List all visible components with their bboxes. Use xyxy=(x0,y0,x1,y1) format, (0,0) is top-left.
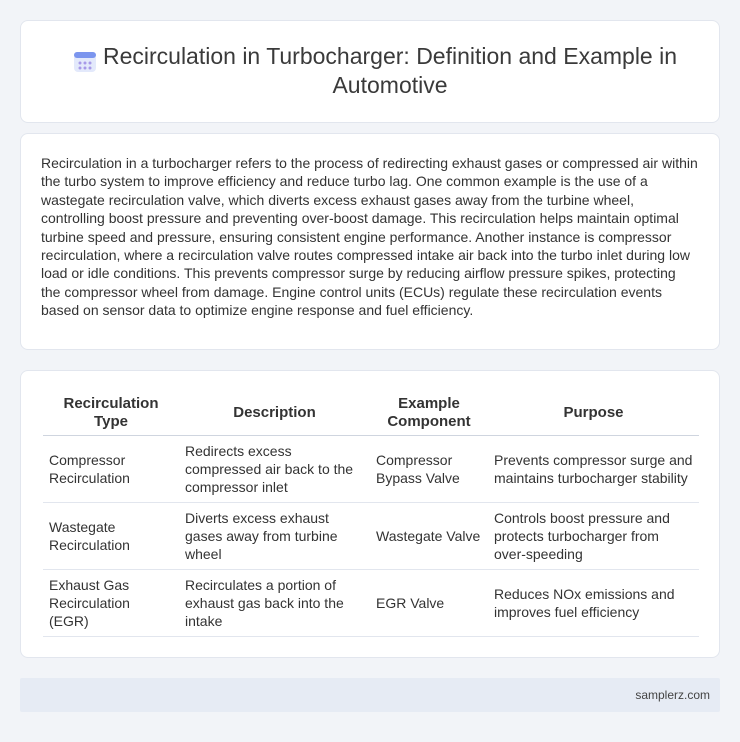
column-header: Purpose xyxy=(488,391,699,436)
column-header: Example Component xyxy=(370,391,488,436)
table-header-row xyxy=(43,391,699,436)
table-cell: Reduces NOx emissions and improves fuel efficiency xyxy=(488,570,699,637)
table-row xyxy=(43,570,699,637)
table-cell: Compressor Recirculation xyxy=(43,436,179,503)
column-header: Description xyxy=(179,391,370,436)
table-card xyxy=(20,370,720,658)
table-cell: Redirects excess compressed air back to the compressor inlet xyxy=(179,436,370,503)
table-row xyxy=(43,436,699,503)
column-header: Recirculation Type xyxy=(43,391,179,436)
table-cell: Recirculates a portion of exhaust gas back into the intake xyxy=(179,570,370,637)
table-row xyxy=(43,503,699,570)
table-cell: Wastegate Valve xyxy=(370,503,488,570)
table-cell: Compressor Bypass Valve xyxy=(370,436,488,503)
recirculation-table xyxy=(43,391,699,637)
table-cell: Diverts excess exhaust gases away from turbine wheel xyxy=(179,503,370,570)
table-cell: Exhaust Gas Recirculation (EGR) xyxy=(43,570,179,637)
footer-site-link[interactable]: samplerz.com xyxy=(635,688,710,702)
table-cell: Controls boost pressure and protects turbocharger from over-speeding xyxy=(488,503,699,570)
footer-bar xyxy=(20,678,720,712)
page-title: Recirculation in Turbocharger: Definition and Example in Automotive xyxy=(102,43,678,98)
table-cell: Prevents compressor surge and maintains turbocharger stability xyxy=(488,436,699,503)
summary-card xyxy=(20,133,720,350)
title-card xyxy=(20,20,720,123)
table-cell: Wastegate Recirculation xyxy=(43,503,179,570)
summary-paragraph: Recirculation in a turbocharger refers to the process of redirecting exhaust gases or compressed air within the turbo system to improve efficiency and reduce turbo lag. One common example is the use of a wastegate recirculation valve, which diverts excess exhaust gases away from the turbine wheel, controlling boost pressure and preventing over-boost damage. This recirculation helps maintain optimal turbine speed and pressure, ensuring consistent engine performance. Another instance is compressor recirculation, where a recirculation valve routes compressed intake air back into the turbo inlet during low load or idle conditions. This prevents compressor surge by reducing airflow pressure spikes, protecting the compressor wheel from damage. Engine control units (ECUs) regulate these recirculation events based on sensor data to optimize engine response and fuel efficiency. xyxy=(41,155,698,319)
table-cell: EGR Valve xyxy=(370,570,488,637)
